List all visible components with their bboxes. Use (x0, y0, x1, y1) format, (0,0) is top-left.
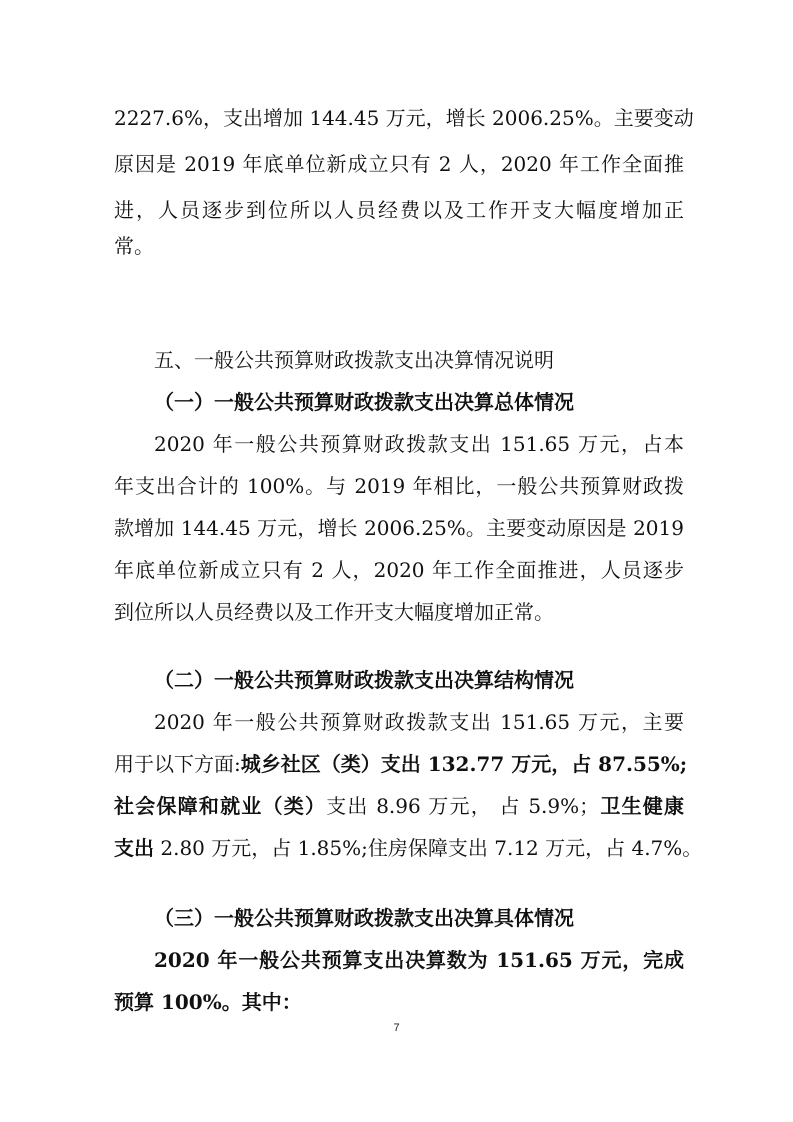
text-bold: 城乡社区（类）支出 132.77 万元，占 87.55%; (240, 752, 688, 776)
page-number: 7 (393, 1022, 400, 1034)
paragraph-line (114, 794, 684, 818)
paragraph-line: 2020 年一般公共预算支出决算数为 151.65 万元，完成 (154, 948, 684, 972)
paragraph-line: 预算 100%。其中： (114, 990, 302, 1014)
paragraph-line: 年支出合计的 100%。与 2019 年相比，一般公共预算财政拨 (114, 474, 684, 498)
subsection-title: （二）一般公共预算财政拨款支出决算结构情况 (154, 668, 574, 692)
text-normal: 2.80 万元，占 1.85%;住房保障支出 7.12 万元，占 4.7%。 (154, 836, 703, 860)
text-normal: 支出 8.96 万元， 占 5.9%； (326, 794, 600, 818)
paragraph-line (114, 836, 703, 860)
paragraph-line: 2020 年一般公共预算财政拨款支出 151.65 万元，占本 (154, 432, 684, 456)
paragraph-line: 2020 年一般公共预算财政拨款支出 151.65 万元，主要 (154, 710, 684, 734)
text-bold: 卫生健康 (599, 794, 685, 818)
subsection-title: （一）一般公共预算财政拨款支出决算总体情况 (154, 390, 574, 414)
paragraph-line: 到位所以人员经费以及工作开支大幅度增加正常。 (114, 600, 554, 624)
subsection-title: （三）一般公共预算财政拨款支出决算具体情况 (154, 906, 574, 930)
text-bold: 支出 (114, 836, 154, 860)
paragraph-line: 2227.6%，支出增加 144.45 万元，增长 2006.25%。主要变动 (114, 106, 694, 130)
text-normal: 用于以下方面: (114, 752, 241, 776)
paragraph-line (114, 752, 688, 776)
paragraph-line: 年底单位新成立只有 2 人，2020 年工作全面推进，人员逐步 (114, 558, 684, 582)
paragraph-line: 常。 (114, 234, 154, 258)
paragraph-line: 进，人员逐步到位所以人员经费以及工作开支大幅度增加正 (114, 198, 684, 222)
paragraph-line: 款增加 144.45 万元，增长 2006.25%。主要变动原因是 2019 (114, 516, 684, 540)
text-bold: 社会保障和就业（类） (114, 794, 327, 818)
paragraph-line: 原因是 2019 年底单位新成立只有 2 人，2020 年工作全面推 (114, 152, 684, 176)
section-title: 五、一般公共预算财政拨款支出决算情况说明 (154, 348, 554, 372)
